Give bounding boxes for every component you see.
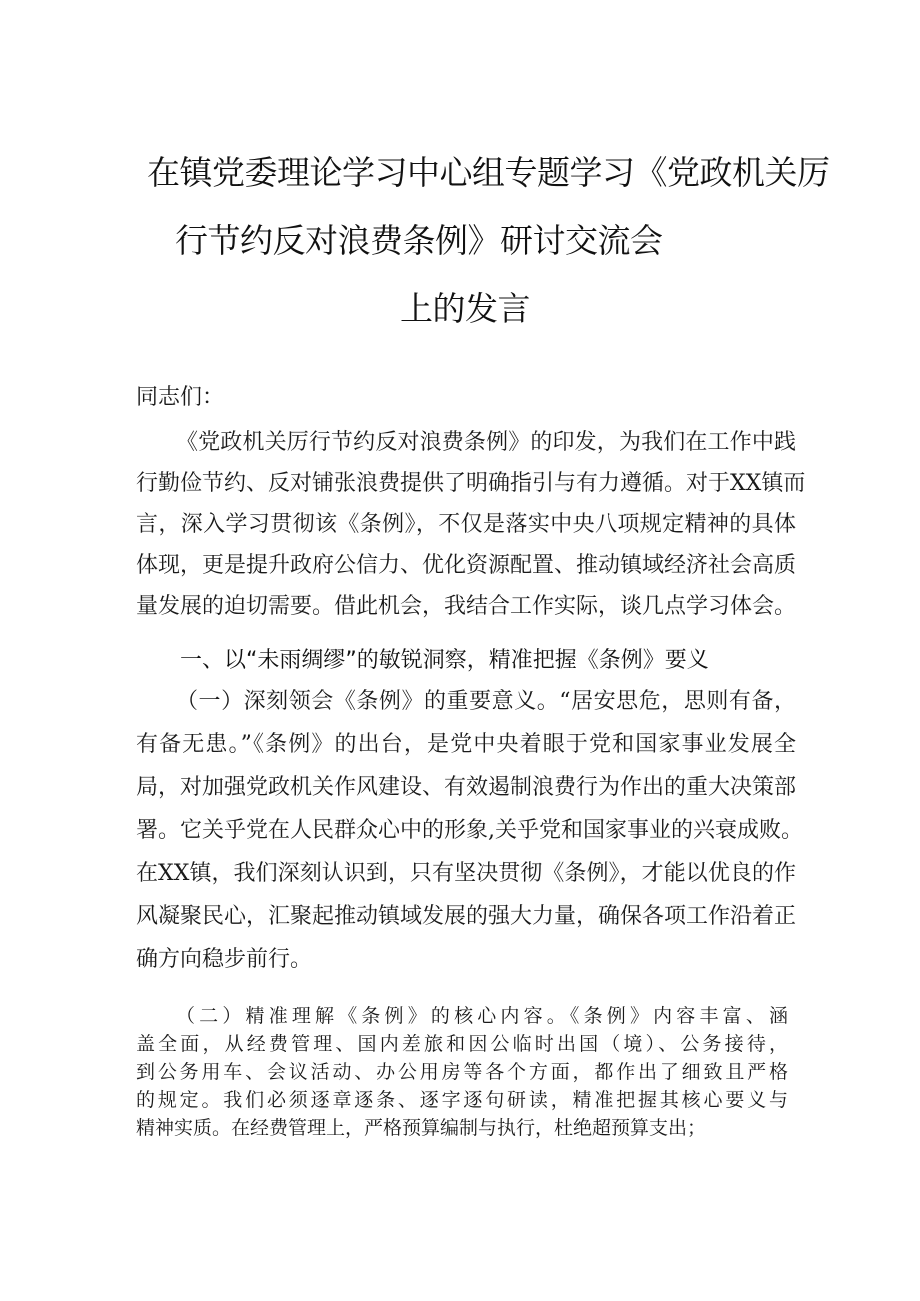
paragraph-3-line: 到公务用车、会议活动、办公用房等各个方面，都作出了细致且严格 <box>136 1061 788 1083</box>
paragraph-2-line: 有备无患。”《条例》的出台，是党中央着眼于党和国家事业发展全 <box>136 732 796 757</box>
paragraph-2-line: 风凝聚民心，汇聚起推动镇域发展的强大力量，确保各项工作沿着正 <box>136 904 797 929</box>
paragraph-1-line: 行勤俭节约、反对铺张浪费提供了明确指引与有力遵循。对于XX镇而 <box>136 471 806 496</box>
paragraph-3-line: 精神实质。在经费管理上，严格预算编制与执行，杜绝超预算支出； <box>136 1117 707 1139</box>
paragraph-3-line: （二）精准理解《条例》的核心内容。《条例》内容丰富、涵 <box>176 1005 788 1027</box>
paragraph-2-line: （一）深刻领会《条例》的重要意义。“居安思危，思则有备， <box>176 689 796 714</box>
paragraph-2-line: 署。它关乎党在人民群众心中的形象,关乎党和国家事业的兴衰成败。 <box>136 818 803 843</box>
salutation: 同志们： <box>136 385 225 410</box>
paragraph-3-line: 的规定。我们必须逐章逐条、逐字逐句研读，精准把握其核心要义与 <box>136 1089 788 1111</box>
paragraph-3-line: 盖全面，从经费管理、国内差旅和因公临时出国（境）、公务接待， <box>136 1033 788 1055</box>
paragraph-2-line: 在XX镇，我们深刻认识到，只有坚决贯彻《条例》，才能以优良的作 <box>136 861 796 886</box>
title-line-2: 行节约反对浪费条例》研讨交流会 <box>175 221 663 260</box>
title-line-1: 在镇党委理论学习中心组专题学习《党政机关厉 <box>147 153 830 192</box>
paragraph-2-line: 确方向稳步前行。 <box>136 947 313 972</box>
title-line-3: 上的发言 <box>400 289 530 328</box>
paragraph-1-line: 体现，更是提升政府公信力、优化资源配置、推动镇域经济社会高质 <box>136 553 797 578</box>
paragraph-2-line: 局，对加强党政机关作风建设、有效遏制浪费行为作出的重大决策部 <box>136 775 797 800</box>
paragraph-1-line: 言，深入学习贯彻该《条例》，不仅是落实中央八项规定精神的具体 <box>136 512 796 537</box>
section-heading-1: 一、以“未雨绸缪”的敏锐洞察，精准把握《条例》要义 <box>180 648 709 673</box>
paragraph-1-line: 量发展的迫切需要。借此机会，我结合工作实际，谈几点学习体会。 <box>136 594 797 619</box>
paragraph-1-line: 《党政机关厉行节约反对浪费条例》的印发，为我们在工作中践 <box>176 430 796 455</box>
